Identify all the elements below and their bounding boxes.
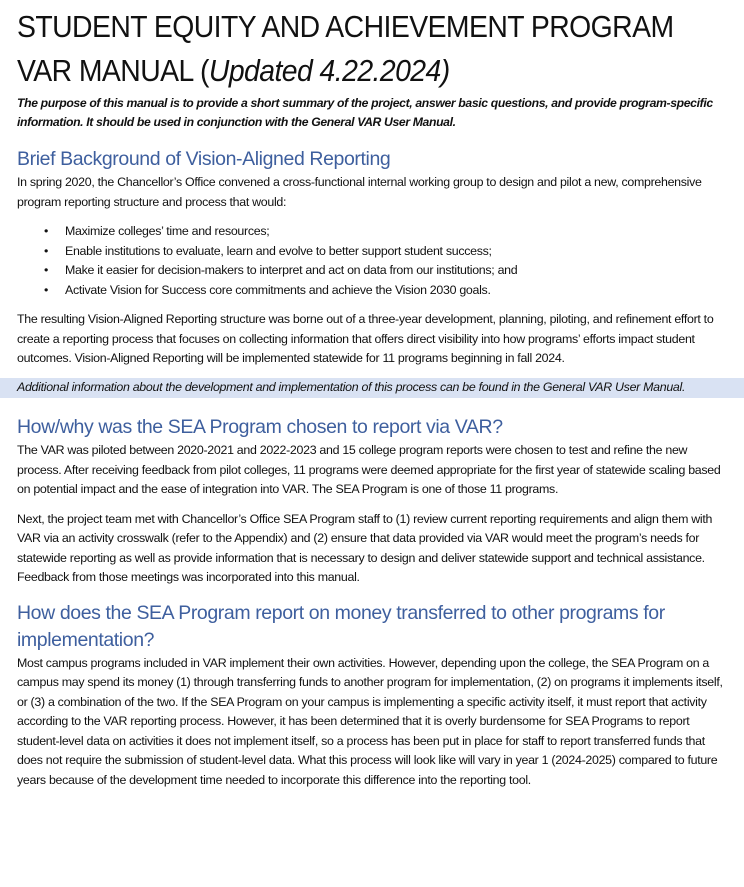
document-title — [17, 0, 742, 93]
bullet-icon: • — [43, 263, 49, 277]
section-background — [17, 146, 727, 398]
section-heading: How does the SEA Program report on money transferred to other programs for implementation? — [17, 601, 665, 651]
list-item: • Activate Vision for Success core commitments and achieve the Vision 2030 goals. — [41, 281, 727, 301]
bullet-icon: • — [43, 243, 49, 258]
section-paragraph: Next, the project team met with Chancellor’s Office SEA Program staff to (1) review current reporting requirements and align them with VAR via an activity crosswalk (refer to the Appendix) and (2) ensure that data provided via VAR would meet the program’s needs for statewide reporting as well as provide information that is necessary to design and deliver statewide support and technical assistance. Feedback from those meetings was incorporated into this manual. — [17, 511, 713, 584]
list-item: • Enable institutions to evaluate, learn and evolve to better support student success; — [41, 242, 727, 262]
section-paragraph: Most campus programs included in VAR implement their own activities. However, depending upon the college, the SEA Program on a campus may spend its money (1) through transferring funds to another program for implementation, (2) on programs it implements itself, or (3) a combination of the two. If the SEA Program on your campus is implementing a specific activity itself, it must report that activity according to the VAR reporting process. However, it has been determined that it is overly burdensome for SEA Programs to report student-level data on activities it does not implement itself, so a process has been put in place for staff to report transferred funds that does not require the submission of student-level data. What this process will look like will vary in year 1 (2024-2025) compared to future years because of the development time needed to incorporate this difference into the reporting tool. — [17, 655, 723, 787]
title-updated-date: Updated 4.22.2024) — [208, 54, 450, 88]
title-line-1: STUDENT EQUITY AND ACHIEVEMENT PROGRAM — [17, 10, 674, 44]
goals-list — [17, 222, 727, 300]
section-intro: In spring 2020, the Chancellor’s Office convened a cross-functional internal working group to design and pilot a new, comprehensive program reporting structure and process that would: — [17, 175, 702, 209]
bullet-icon: • — [43, 224, 49, 238]
bullet-icon: • — [43, 282, 49, 297]
section-transferred-money — [17, 600, 727, 791]
section-heading: How/why was the SEA Program chosen to report via VAR? — [17, 416, 503, 438]
list-item: • Maximize colleges’ time and resources; — [41, 222, 727, 242]
list-item: • Make it easier for decision-makers to interpret and act on data from our institutions; and — [41, 261, 727, 281]
title-line-2: VAR MANUAL ( — [17, 54, 209, 88]
callout-note: Additional information about the development and implementation of this process can be found in the General VAR User Manual. — [0, 378, 744, 399]
purpose-statement: The purpose of this manual is to provide a short summary of the project, answer basic questions, and provide program-specific information. It should be used in conjunction with the General VAR User Manual. — [17, 96, 713, 129]
section-paragraph: The resulting Vision-Aligned Reporting structure was borne out of a three-year development, planning, piloting, and refinement effort to create a reporting process that focuses on collecting information that offers direct visibility into how programs’ efforts impact student outcomes. Vision-Aligned Reporting will be implemented statewide for 11 programs beginning in fall 2024. — [17, 312, 714, 365]
section-why-sea-chosen — [17, 414, 727, 588]
section-heading: Brief Background of Vision-Aligned Reporting — [17, 148, 391, 170]
section-paragraph: The VAR was piloted between 2020-2021 and 2022-2023 and 15 college program reports were chosen to test and refine the new process. After receiving feedback from pilot colleges, 11 programs were deemed appropriate for the first year of statewide scaling based on potential impact and the ease of integration into VAR. The SEA Program is one of those 11 programs. — [17, 443, 721, 496]
